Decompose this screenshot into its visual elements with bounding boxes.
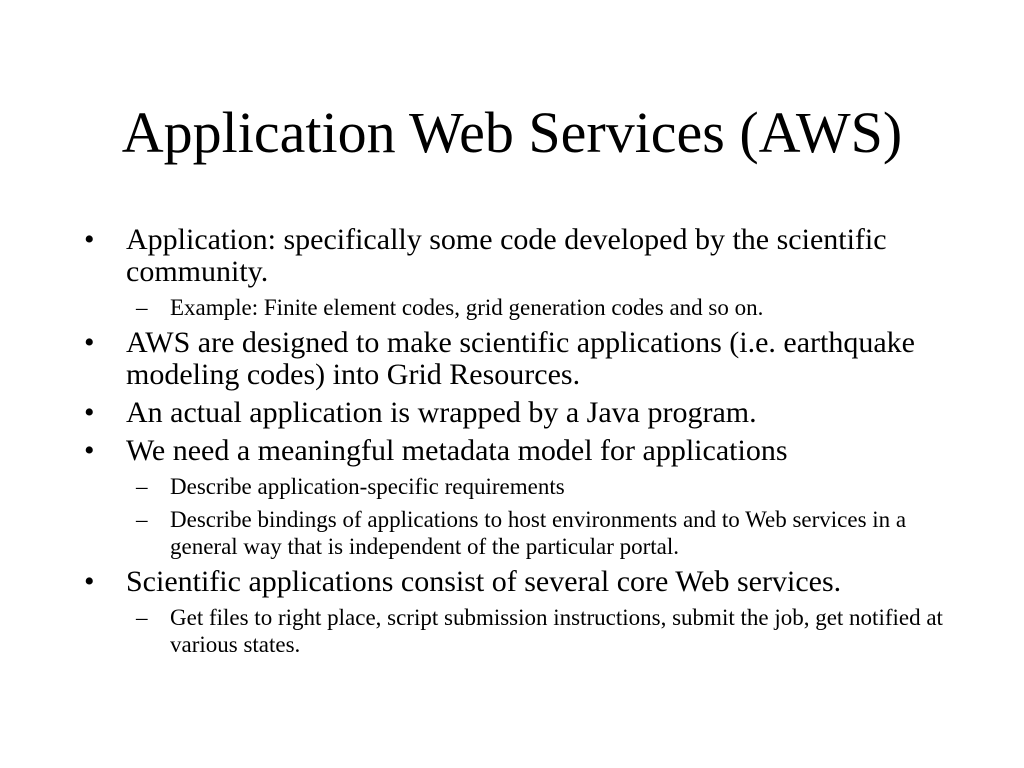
sub-bullet-item — [84, 473, 964, 500]
bullet-text: An actual application is wrapped by a Java program. — [126, 396, 757, 429]
bullet-marker: • — [84, 326, 95, 359]
bullet-item — [84, 566, 964, 598]
bullet-text: Scientific applications consist of several core Web services. — [126, 565, 842, 598]
sub-bullet-item — [84, 506, 964, 560]
bullet-text: Application: specifically some code developed by the scientific community. — [126, 223, 887, 288]
sub-bullet-text: Example: Finite element codes, grid generation codes and so on. — [170, 295, 764, 320]
bullet-item — [84, 224, 964, 288]
bullet-item — [84, 435, 964, 467]
dash-marker: – — [136, 605, 148, 630]
bullet-marker: • — [84, 565, 95, 598]
sub-bullet-text: Describe application-specific requirements — [170, 474, 565, 499]
bullet-item — [84, 397, 964, 429]
bullet-marker: • — [84, 223, 95, 256]
sub-bullet-item — [84, 294, 964, 321]
bullet-marker: • — [84, 434, 95, 467]
bullet-marker: • — [84, 396, 95, 429]
bullet-text: We need a meaningful metadata model for applications — [126, 434, 788, 467]
bullet-list — [84, 224, 964, 664]
dash-marker: – — [136, 295, 148, 320]
slide-title: Application Web Services (AWS) — [121, 100, 903, 165]
dash-marker: – — [136, 507, 148, 532]
sub-bullet-item — [84, 604, 964, 658]
sub-bullet-text: Describe bindings of applications to host environments and to Web services in a general way that is independent of the particular portal. — [170, 507, 907, 559]
dash-marker: – — [136, 474, 148, 499]
bullet-text: AWS are designed to make scientific applications (i.e. earthquake modeling codes) into Grid Resources. — [126, 326, 915, 391]
bullet-item — [84, 327, 964, 391]
sub-bullet-text: Get files to right place, script submission instructions, submit the job, get notified at various states. — [170, 605, 943, 657]
